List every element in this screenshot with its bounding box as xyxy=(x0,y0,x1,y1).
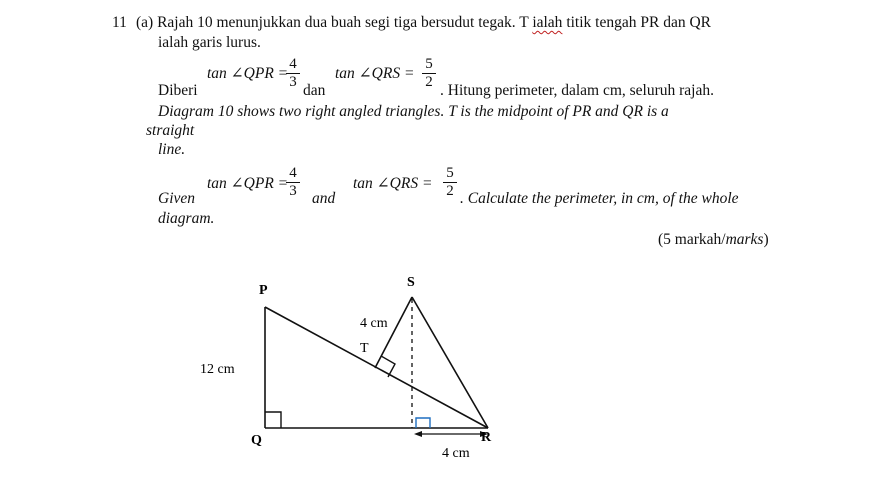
english-tan2-num: 5 xyxy=(443,165,457,183)
malay-line2: ialah garis lurus. xyxy=(158,34,261,51)
malay-line1a: Rajah 10 menunjukkan dua buah segi tiga bersudut tegak. T xyxy=(157,14,533,31)
label-P: P xyxy=(259,283,268,298)
base-arrow-left xyxy=(414,431,422,437)
english-connector: and xyxy=(312,190,336,207)
label-base-length: 4 cm xyxy=(442,446,470,461)
malay-line1-wavy: ialah xyxy=(532,14,563,31)
english-tan1-text: tan ∠QPR = xyxy=(207,175,289,192)
part-label: (a) xyxy=(136,14,154,31)
label-S: S xyxy=(407,275,415,290)
english-given-word: Given xyxy=(158,190,196,207)
marks-italic: marks xyxy=(725,231,764,248)
marks-close: ) xyxy=(763,231,769,248)
english-line2: straight xyxy=(146,122,195,139)
malay-tan1-text: tan ∠QPR = xyxy=(207,65,289,82)
english-tan1-den: 3 xyxy=(289,183,297,199)
malay-tan2-num: 5 xyxy=(422,56,436,74)
right-angle-Q xyxy=(265,412,281,428)
label-PQ-length: 12 cm xyxy=(200,362,235,377)
label-T: T xyxy=(360,341,369,356)
english-tan1-num: 4 xyxy=(286,165,300,183)
malay-tan2-den: 2 xyxy=(425,74,433,90)
malay-task: . Hitung perimeter, dalam cm, seluruh rajah. xyxy=(440,82,714,99)
marks-open: (5 markah/ xyxy=(658,231,726,248)
label-TS-length: 4 cm xyxy=(360,316,388,331)
english-tan2-text: tan ∠QRS = xyxy=(353,175,433,192)
english-task: . Calculate the perimeter, in cm, of the whole xyxy=(460,190,739,207)
right-angle-foot xyxy=(416,418,430,428)
question-number-text: 11 xyxy=(112,14,127,31)
malay-tan1-num: 4 xyxy=(286,56,300,74)
side-TS xyxy=(375,297,412,368)
malay-given-word: Diberi xyxy=(158,82,198,99)
english-line1: Diagram 10 shows two right angled triangles. T is the midpoint of PR and QR is a xyxy=(158,103,669,120)
side-SR xyxy=(412,297,488,428)
label-Q: Q xyxy=(251,433,262,448)
malay-line1b: titik tengah PR dan QR xyxy=(562,14,711,31)
label-R: R xyxy=(481,430,492,445)
english-tan2-den: 2 xyxy=(446,183,454,199)
english-task2: diagram. xyxy=(158,210,215,227)
malay-tan2-text: tan ∠QRS = xyxy=(335,65,415,82)
malay-connector: dan xyxy=(303,82,326,99)
malay-tan1-den: 3 xyxy=(289,74,297,90)
english-line3: line. xyxy=(158,141,186,158)
